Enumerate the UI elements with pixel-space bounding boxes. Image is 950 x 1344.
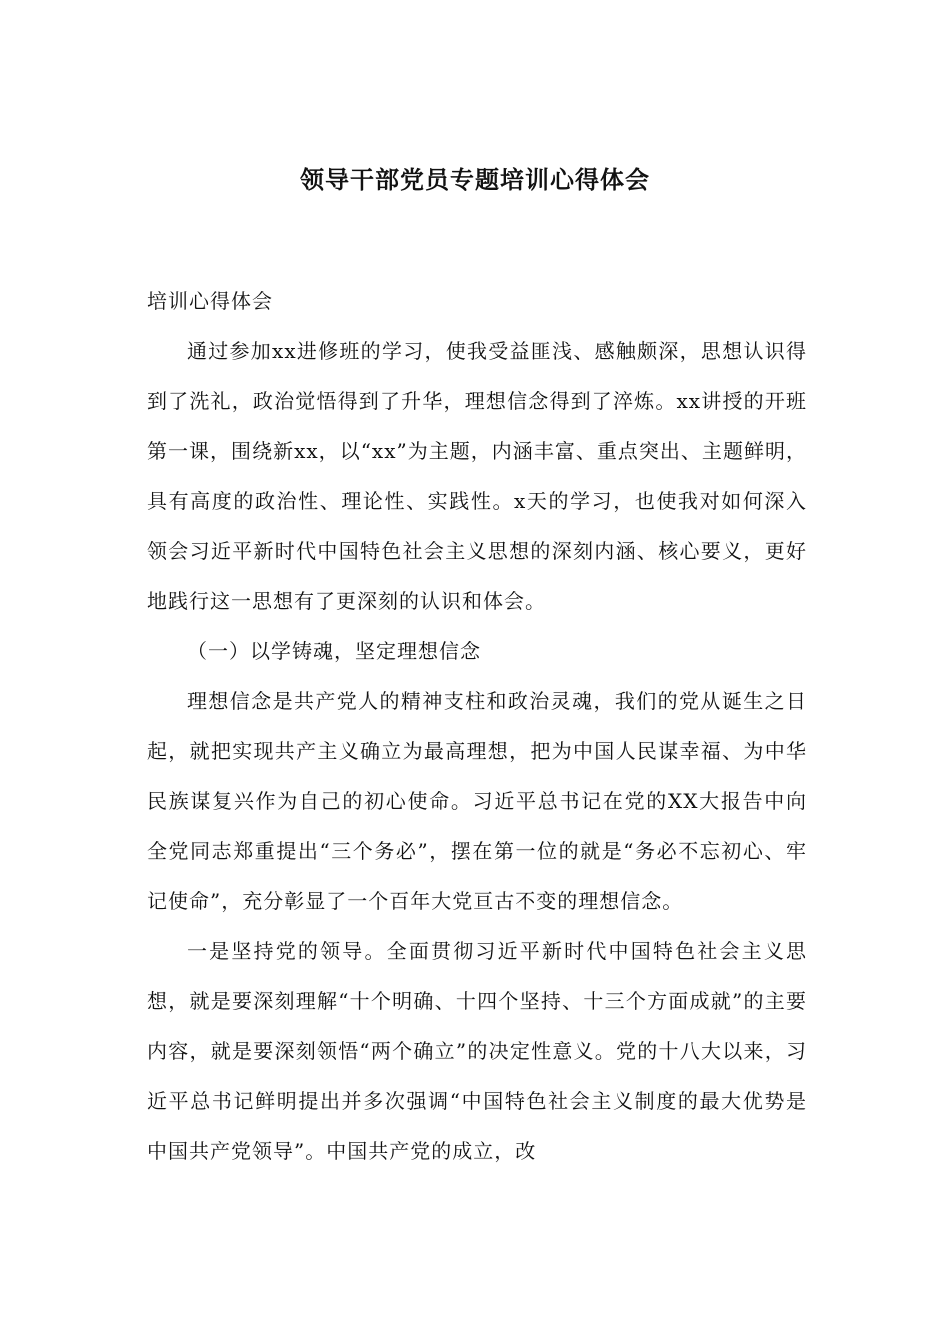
document-title: 领导干部党员专题培训心得体会	[300, 165, 650, 194]
section-heading-1: （一）以学铸魂，坚定理想信念	[187, 639, 481, 663]
paragraph-party-leadership: 一是坚持党的领导。全面贯彻习近平新时代中国特色社会主义思想，就是要深刻理解“十个明确、十四个坚持、十三个方面成就”的主要内容，就是要深刻领悟“两个确立”的决定性意义。党的十八大以来，习近平总书记鲜明提出并多次强调“中国特色社会主义制度的最大优势是中国共产党领导”。中国共产党的成立，改	[147, 939, 807, 1163]
paragraph-intro: 通过参加xx进修班的学习，使我受益匪浅、感触颇深，思想认识得到了洗礼，政治觉悟得到了升华，理想信念得到了淬炼。xx讲授的开班第一课，围绕新xx，以“xx”为主题，内涵丰富、重点突出、主题鲜明，具有高度的政治性、理论性、实践性。x天的学习，也使我对如何深入领会习近平新时代中国特色社会主义思想的深刻内涵、核心要义，更好地践行这一思想有了更深刻的认识和体会。	[147, 339, 807, 613]
paragraph-ideals: 理想信念是共产党人的精神支柱和政治灵魂，我们的党从诞生之日起，就把实现共产主义确立为最高理想，把为中国人民谋幸福、为中华民族谋复兴作为自己的初心使命。习近平总书记在党的XX大报告中向全党同志郑重提出“三个务必”，摆在第一位的就是“务必不忘初心、牢记使命”，充分彰显了一个百年大党亘古不变的理想信念。	[147, 689, 807, 913]
document-body	[147, 276, 807, 1176]
section-subtitle: 培训心得体会	[147, 289, 273, 313]
